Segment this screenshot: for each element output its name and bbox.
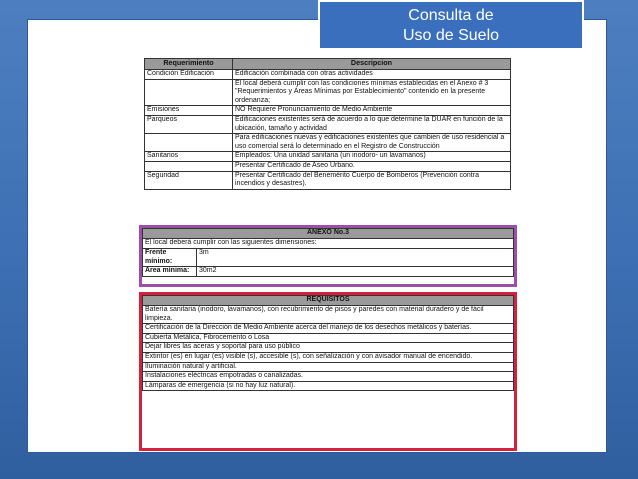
cell-req bbox=[145, 161, 233, 171]
requisito-text: Certificación de la Dirección de Medio Ambiente acerca del manejo de los desechos metálicos y baterías. bbox=[143, 324, 514, 334]
table-row bbox=[145, 152, 511, 162]
slide-title bbox=[318, 0, 584, 50]
table-row bbox=[145, 161, 511, 171]
table-row bbox=[145, 79, 511, 106]
slide-content bbox=[28, 20, 606, 452]
slide-title-line2: Uso de Suelo bbox=[402, 27, 500, 44]
header-descripcion: Descripcion bbox=[233, 59, 511, 70]
table-row bbox=[145, 70, 511, 80]
requisitos-frame bbox=[139, 292, 517, 451]
cell-desc: Edificaciones existentes será de acuerdo a lo que determine la DUAR en función de la ubicación, tamaño y actividad bbox=[233, 115, 511, 133]
anexo-intro: El local deberá cumplir con las siguientes dimensiones: bbox=[143, 239, 514, 249]
cell-req: Parqueos bbox=[145, 115, 233, 133]
requisitos-table bbox=[142, 295, 514, 391]
anexo-frame bbox=[139, 225, 517, 287]
list-item bbox=[143, 306, 514, 324]
table-row bbox=[145, 171, 511, 189]
requisitos-header: REQUISITOS bbox=[143, 296, 514, 306]
anexo-header: ANEXO No.3 bbox=[143, 229, 514, 239]
cell-req bbox=[145, 79, 233, 106]
list-item bbox=[143, 324, 514, 334]
anexo-value-area: 30m2 bbox=[197, 267, 514, 277]
requisito-text: Dejar libres las aceras y soportal para uso público bbox=[143, 343, 514, 353]
cell-req: Sanitarios bbox=[145, 152, 233, 162]
requisito-text: Batería sanitaria (inodoro, lavamanos), con recubrimiento de pisos y paredes con material duradero y de fácil limpieza. bbox=[143, 306, 514, 324]
list-item bbox=[143, 343, 514, 353]
cell-req: Emisiones bbox=[145, 106, 233, 116]
cell-desc: El local deberá cumplir con las condiciones mínimas establecidas en el Anexo # 3 "Requerimientos y Áreas Mínimas por Establecimiento" contenido en la presente ordenanza; bbox=[233, 79, 511, 106]
cell-req: Condición Edificación bbox=[145, 70, 233, 80]
cell-desc: Para edificaciones nuevas y edificaciones existentes que cambien de uso residencial a uso comercial será lo determinado en el Registro de Construcción bbox=[233, 134, 511, 152]
list-item bbox=[143, 333, 514, 343]
table-row bbox=[145, 134, 511, 152]
cell-desc: Empleados: Una unidad sanitaria (un inodoro- un lavamanos) bbox=[233, 152, 511, 162]
requisito-text: Iluminación natural y artificial. bbox=[143, 362, 514, 372]
table-row bbox=[143, 249, 514, 267]
anexo-label-area: Área mínima: bbox=[143, 267, 197, 277]
anexo-label-frente: Frente mínimo: bbox=[143, 249, 197, 267]
requisito-text: Instalaciones eléctricas empotradas o canalizadas. bbox=[143, 372, 514, 382]
cell-desc: Presentar Certificado del Benemérito Cuerpo de Bomberos (Prevención contra incendios y desastres). bbox=[233, 171, 511, 189]
list-item bbox=[143, 362, 514, 372]
cell-req bbox=[145, 134, 233, 152]
list-item bbox=[143, 352, 514, 362]
anexo-table bbox=[142, 228, 514, 277]
cell-desc: Presentar Certificado de Aseo Urbano. bbox=[233, 161, 511, 171]
list-item bbox=[143, 381, 514, 391]
requisito-text: Lámparas de emergencia (si no hay luz natural). bbox=[143, 381, 514, 391]
requirements-table bbox=[144, 58, 511, 190]
cell-desc: NO Requiere Pronunciamiento de Medio Ambiente bbox=[233, 106, 511, 116]
slide-title-line1: Consulta de bbox=[408, 7, 494, 24]
cell-desc: Edificación combinada con otras actividades bbox=[233, 70, 511, 80]
requisito-text: Cubierta Metálica, Fibrocemento o Losa bbox=[143, 333, 514, 343]
cell-req: Seguridad bbox=[145, 171, 233, 189]
anexo-value-frente: 3m bbox=[197, 249, 514, 267]
header-requerimiento: Requerimiento bbox=[145, 59, 233, 70]
list-item bbox=[143, 372, 514, 382]
table-row bbox=[145, 106, 511, 116]
table-row bbox=[145, 115, 511, 133]
table-row bbox=[143, 267, 514, 277]
requisito-text: Extintor (es) en lugar (es) visible (s), accesible (s), con señalización y con avisador manual de encendido. bbox=[143, 352, 514, 362]
